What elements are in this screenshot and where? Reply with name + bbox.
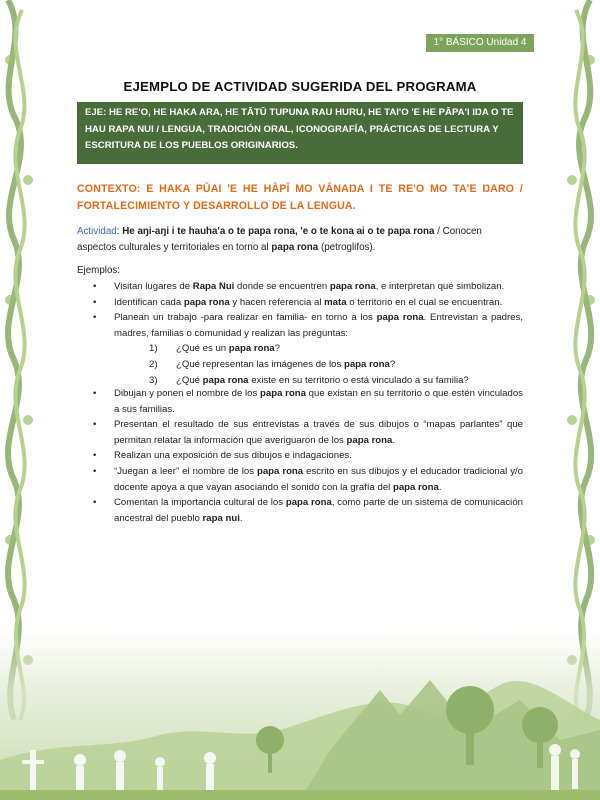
ejemplos-label: Ejemplos: — [77, 265, 121, 276]
bullet-icon: • — [93, 465, 97, 477]
list-item: • “Juegan a leer” el nombre de los papa rona escrito en sus dibujos y el educador tradicional y/o docente apoya a que vayan asociando el sonido con la grafía del papa rona. — [93, 465, 523, 493]
examples-list-continued — [77, 386, 523, 526]
grade-unit-badge: 1° BÁSICO Unidad 4 — [426, 34, 534, 52]
bullet-icon: • — [93, 419, 97, 431]
bullet-icon: • — [93, 296, 97, 308]
list-item: • Planean un trabajo -para realizar en familia- en torno a los papa rona. Entrevistan a padres, madres, familias o comunidad y realizan las preguntas: — [93, 312, 523, 339]
actividad-label: Actividad — [77, 226, 117, 237]
question-item: 1) ¿Qué es un papa rona? — [149, 343, 280, 355]
actividad-paragraph: Actividad: He aŋi-aŋi i te hauha'a o te papa rona, 'e o te kona ai o te papa rona / Conocen aspectos culturales y territoriales en torno al papa rona (petroglifos). — [77, 226, 482, 253]
landscape-illustration — [0, 630, 600, 800]
bullet-icon: • — [93, 281, 97, 292]
bullet-icon: • — [93, 388, 97, 399]
bullet-icon: • — [93, 450, 97, 462]
list-item: • Identifican cada papa rona y hacen referencia al mata o territorio en el cual se encuentran. — [77, 295, 523, 311]
list-item: • Realizan una exposición de sus dibujos e indagaciones. — [77, 448, 523, 464]
page-title: EJEMPLO DE ACTIVIDAD SUGERIDA DEL PROGRAMA — [123, 79, 477, 94]
list-item: • Presentan el resultado de sus entrevistas a través de sus dibujos o “mapas parlantes” que permitan relatar la información que averiguaron de los papa rona. — [93, 419, 523, 446]
actividad-title: He aŋi-aŋi i te hauha'a o te papa rona, 'e o te kona ai o te papa rona — [122, 226, 435, 237]
examples-list — [77, 279, 523, 388]
list-item: • Dibujan y ponen el nombre de los papa rona que existan en su territorio o que estén vinculados a sus familias. — [93, 388, 523, 415]
question-item: 2) ¿Qué representan las imágenes de los papa rona? — [149, 358, 396, 370]
contexto-heading: CONTEXTO: E HAKA PŪAI 'E HE HĀPĪ MO VĀNAŊA I TE RE'O MO TA'E ŊARO / FORTALECIMIENTO Y DESARROLLO DE LA LENGUA. — [77, 183, 523, 212]
eje-box: EJE: HE RE'O, HE HAKA ARA, HE TĀTŪ TUPUNA RAU HURU, HE TAI'O 'E HE PĀPA'I IŊA O TE HAU RAPA NUI / LENGUA, TRADICIÓN ORAL, ICONOGRAFÍA, PRÁCTICAS DE LECTURA Y ESCRITURA DE LOS PUEBLOS ORIGINARIOS. — [77, 102, 523, 164]
question-item: 3) ¿Qué papa rona existe en su territorio o está vinculado a su familia? — [149, 374, 469, 386]
bullet-icon: • — [93, 497, 97, 509]
list-item: • Comentan la importancia cultural de los papa rona, como parte de un sistema de comunicación ancestral del pueblo rapa nui. — [93, 497, 523, 524]
bullet-icon: • — [93, 312, 97, 324]
list-item: • Visitan lugares de Rapa Nui donde se encuentren papa rona, e interpretan qué simbolizan. — [77, 279, 523, 295]
